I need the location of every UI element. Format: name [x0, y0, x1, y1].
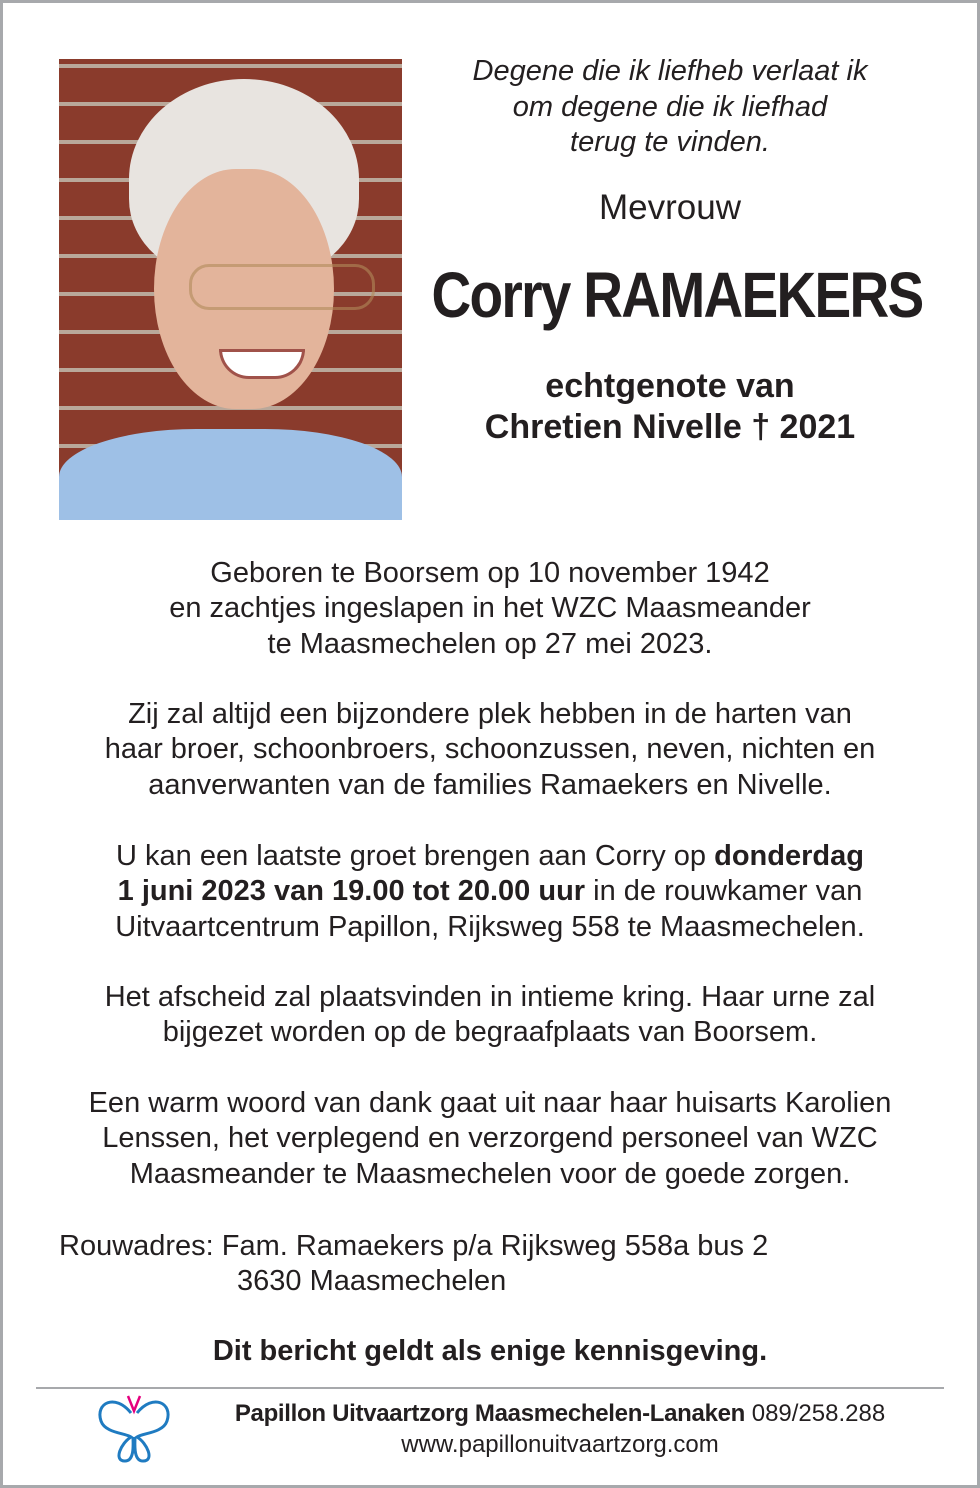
butterfly-logo-icon [95, 1393, 173, 1465]
spouse-line: Chretien Nivelle † 2021 [484, 408, 856, 446]
birth-death-paragraph [10, 556, 970, 662]
deceased-name: Corry RAMAEKERS [431, 259, 923, 331]
quote-line: terug te vinden. [570, 126, 770, 158]
text-line: en zachtjes ingeslapen in het WZC Maasmeander [169, 592, 811, 625]
photo-shirt [59, 429, 402, 520]
farewell-paragraph [10, 980, 970, 1051]
text-line: haar broer, schoonbroers, schoonzussen, neven, nichten en [104, 733, 876, 766]
company-name: Papillon Uitvaartzorg Maasmechelen-Lanaken [234, 1400, 746, 1427]
spouse-info [420, 366, 920, 448]
mourning-address [59, 1229, 768, 1299]
thanks-paragraph [10, 1086, 970, 1192]
text-line [10, 874, 970, 909]
text-line: Lenssen, het verplegend en verzorgend personeel van WZC [102, 1122, 878, 1155]
text-line: Een warm woord van dank gaat uit naar haar huisarts Karolien [88, 1087, 892, 1119]
text-line: te Maasmechelen op 27 mei 2023. [267, 627, 713, 660]
text-line: Rouwadres: Fam. Ramaekers p/a Rijksweg 558a bus 2 [59, 1230, 769, 1262]
website-link[interactable]: www.papillonuitvaartzorg.com [401, 1431, 719, 1458]
memorial-quote [420, 54, 920, 161]
text-line: 3630 Maasmechelen [237, 1265, 507, 1297]
photo-glasses [189, 264, 375, 310]
portrait-photo [59, 59, 402, 520]
notice-statement: Dit bericht geldt als enige kennisgeving. [212, 1335, 768, 1367]
visitation-paragraph [10, 839, 970, 945]
text-line: Geboren te Boorsem op 10 november 1942 [210, 557, 770, 589]
text: in de rouwkamer van [585, 875, 863, 908]
text: U kan een laatste groet brengen aan Corry op [116, 840, 715, 872]
divider [36, 1387, 944, 1389]
family-paragraph [10, 697, 970, 803]
phone: 089/258.288 [745, 1400, 886, 1427]
visit-time: 1 juni 2023 van 19.00 tot 20.00 uur [117, 875, 586, 908]
text-line: Zij zal altijd een bijzondere plek hebben in de harten van [128, 698, 852, 730]
text-line: bijgezet worden op de begraafplaats van Boorsem. [162, 1016, 818, 1049]
text-line: Uitvaartcentrum Papillon, Rijksweg 558 te Maasmechelen. [115, 910, 865, 943]
text-line: Maasmeander te Maasmechelen voor de goede zorgen. [129, 1157, 851, 1190]
footer-line [180, 1398, 940, 1429]
text-line: aanverwanten van de families Ramaekers en Nivelle. [148, 768, 832, 801]
visit-day: donderdag [714, 840, 864, 872]
funeral-home-info [180, 1398, 940, 1460]
quote-line: om degene die ik liefhad [512, 90, 828, 123]
text-line [10, 839, 970, 874]
spouse-line: echtgenote van [545, 367, 795, 405]
quote-line: Degene die ik liefheb verlaat ik [472, 55, 868, 87]
honorific: Mevrouw [599, 188, 741, 227]
text-line: Het afscheid zal plaatsvinden in intieme kring. Haar urne zal [104, 981, 876, 1013]
